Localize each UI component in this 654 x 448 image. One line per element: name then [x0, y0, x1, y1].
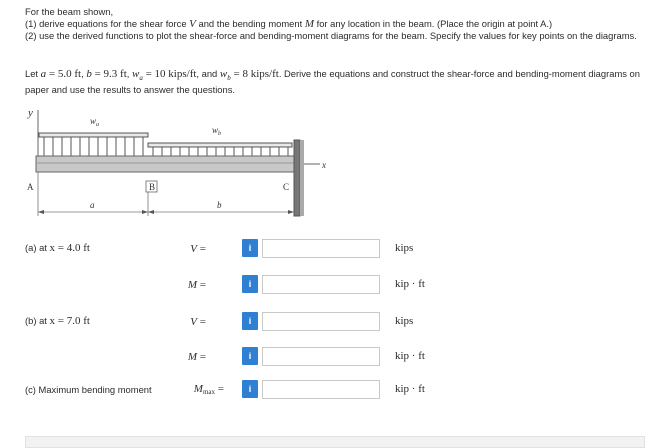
question-b-label	[25, 315, 90, 327]
info-button[interactable]: i	[242, 347, 258, 365]
given-text: , and	[196, 68, 220, 79]
max-moment-answer[interactable]	[262, 380, 380, 399]
intro-line-2-part: for any location in the beam. (Place the origin at point A.)	[314, 18, 553, 29]
given-text: . Derive the equations and construct the shear-force and bending-moment diagrams on paper and use the results to answer the questions.	[25, 68, 640, 96]
moment-label-a	[166, 279, 206, 291]
shear-symbol: V	[190, 316, 198, 328]
wb-label: $w_b$	[212, 125, 222, 137]
given-text: Let	[25, 68, 41, 79]
shear-label-a	[166, 243, 206, 255]
beam	[36, 156, 294, 172]
beam-diagram	[20, 100, 340, 220]
moment-symbol: M	[193, 383, 203, 395]
fixed-support	[294, 140, 304, 216]
given-values: Let a = 5.0 ft, b = 9.3 ft, $w_a = 10$ kips/ft, and $w_b = 8$ kips/ft. Derive the equations and construct the shear-force and bending-moment diagrams on paper and use the results to answer the questions.	[25, 68, 640, 96]
point-b-label: B	[149, 182, 156, 192]
intro-line-2	[25, 18, 645, 30]
moment-answer-b[interactable]	[262, 347, 380, 366]
equals-sign: =	[215, 383, 224, 395]
footer-panel	[25, 436, 645, 448]
distributed-load-a	[39, 133, 148, 156]
shear-symbol: V	[190, 243, 198, 255]
moment-symbol: M	[187, 351, 198, 363]
point-a-label: A	[27, 182, 34, 192]
moment-label-b	[166, 351, 206, 363]
question-b-text: (b) at	[25, 315, 50, 326]
unit-kipft-b: kip · ft	[395, 350, 425, 362]
dimension-b-label: b	[217, 200, 222, 210]
info-button[interactable]: i	[242, 239, 258, 257]
moment-symbol: M	[187, 279, 198, 291]
question-a-label	[25, 242, 90, 254]
shear-answer-b[interactable]	[262, 312, 380, 331]
equals-sign: =	[197, 351, 206, 363]
intro-line-1: For the beam shown,	[25, 6, 114, 17]
intro-line-3: (2) use the derived functions to plot the shear-force and bending-moment diagrams for the beam. Specify the values for key points on the diagrams.	[25, 30, 637, 41]
unit-kipft-c: kip · ft	[395, 383, 425, 395]
question-a-position: x = 4.0 ft	[49, 242, 90, 254]
given-a-eq: =	[46, 68, 58, 80]
intro-line-2-part: and the bending moment	[195, 18, 305, 29]
given-wb-value: 8 kips/ft	[242, 68, 279, 80]
y-axis-label: y	[28, 107, 33, 119]
unit-kips-a: kips	[395, 242, 414, 254]
equals-sign: =	[197, 279, 206, 291]
unit-kips-b: kips	[395, 315, 414, 327]
max-moment-label	[176, 383, 224, 396]
given-wa-value: 10 kips/ft	[154, 68, 197, 80]
given-b-value: 9.3 ft	[103, 68, 127, 80]
given-a-value: 5.0 ft	[57, 68, 82, 80]
given-a-label: a	[40, 68, 47, 80]
equals-sign: =	[197, 316, 206, 328]
intro-line-2-part: (1) derive equations for the shear force	[25, 18, 190, 29]
moment-symbol: M	[304, 18, 314, 30]
info-button[interactable]: i	[242, 380, 258, 398]
distributed-load-b	[148, 143, 292, 156]
shear-answer-a[interactable]	[262, 239, 380, 258]
info-button[interactable]: i	[242, 312, 258, 330]
problem-statement	[25, 6, 645, 42]
question-c-label: (c) Maximum bending moment	[25, 384, 152, 395]
shear-symbol: V	[189, 18, 196, 30]
question-a-text: (a) at	[25, 242, 50, 253]
equals-sign: =	[197, 243, 206, 255]
max-subscript: max	[202, 388, 216, 396]
question-b-position: x = 7.0 ft	[49, 315, 90, 327]
info-button[interactable]: i	[242, 275, 258, 293]
unit-kipft-a: kip · ft	[395, 278, 425, 290]
dimension-a-label: a	[90, 200, 95, 210]
wa-label: $w_a$	[90, 116, 100, 128]
given-b-label: b	[86, 68, 92, 80]
moment-answer-a[interactable]	[262, 275, 380, 294]
x-axis-label: x	[322, 160, 326, 170]
shear-label-b	[166, 316, 206, 328]
point-c-label: C	[283, 182, 290, 192]
